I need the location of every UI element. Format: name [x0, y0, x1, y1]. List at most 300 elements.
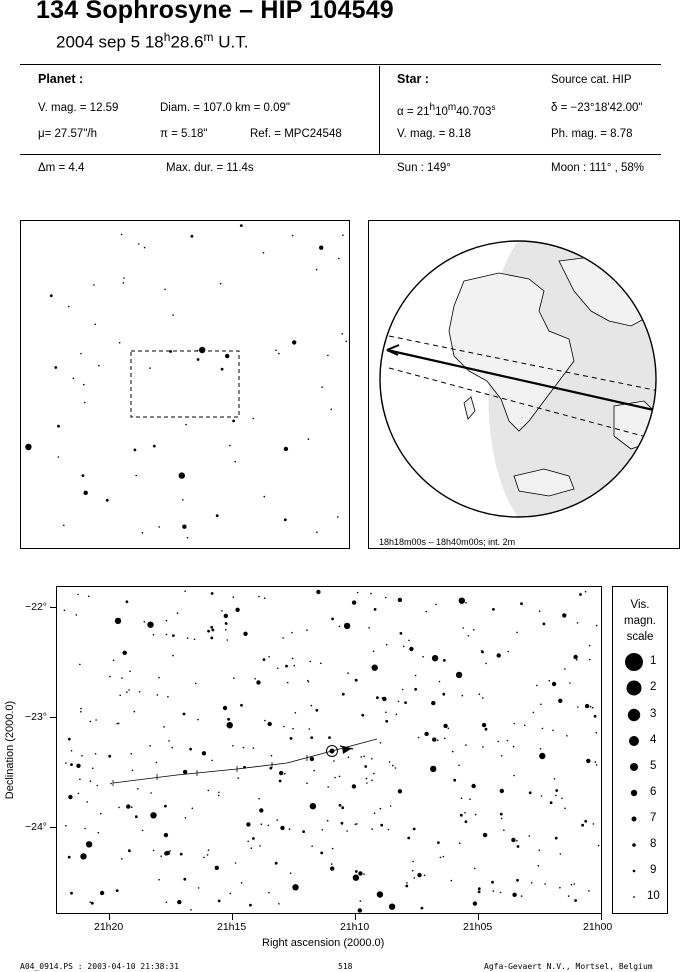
chart-star — [86, 841, 92, 847]
chart-star — [497, 653, 501, 657]
chart-star — [251, 847, 253, 849]
chart-star — [355, 824, 357, 826]
chart-star — [115, 618, 121, 624]
finder-star — [199, 347, 205, 353]
chart-star — [493, 890, 495, 892]
chart-star — [144, 621, 146, 623]
chart-star — [294, 665, 296, 667]
chart-star — [380, 742, 382, 744]
chart-star — [448, 728, 450, 730]
star-chart-field — [57, 587, 603, 915]
header-divider — [379, 66, 380, 154]
chart-star — [295, 712, 297, 714]
chart-star — [328, 736, 331, 739]
chart-star — [259, 845, 261, 847]
chart-star — [437, 739, 439, 741]
chart-star — [408, 640, 410, 642]
chart-star — [169, 850, 171, 852]
chart-star — [459, 598, 465, 604]
finder-star — [149, 367, 151, 369]
chart-star — [516, 840, 518, 842]
chart-star — [171, 747, 173, 749]
chart-star — [561, 798, 563, 800]
chart-star — [555, 795, 557, 797]
chart-star — [218, 795, 220, 797]
chart-star — [595, 761, 597, 763]
chart-star — [252, 837, 255, 840]
chart-star — [511, 838, 515, 842]
chart-star — [233, 677, 235, 679]
chart-star — [497, 741, 499, 743]
finder-star — [82, 474, 85, 477]
legend-dot-1 — [625, 653, 643, 671]
chart-star — [564, 808, 566, 810]
planet-reference: Ref. = MPC24548 — [250, 128, 342, 140]
chart-star — [166, 902, 168, 904]
legend-dot-9 — [633, 870, 636, 873]
chart-star — [153, 634, 155, 636]
chart-star — [473, 629, 475, 631]
magnitude-legend — [612, 586, 668, 914]
chart-star — [77, 594, 79, 596]
legend-dot-2 — [627, 681, 642, 696]
chart-star — [246, 822, 250, 826]
chart-star — [183, 878, 186, 881]
legend-label-10: 10 — [647, 890, 660, 902]
chart-star — [203, 857, 205, 859]
legend-label-7: 7 — [650, 812, 657, 824]
finder-star — [284, 518, 287, 521]
chart-star — [516, 879, 519, 882]
chart-star — [157, 694, 159, 696]
chart-star — [147, 622, 153, 628]
chart-star — [573, 655, 577, 659]
date-prefix: 2004 sep 5 18 — [56, 32, 164, 52]
chart-star — [464, 812, 466, 814]
chart-star — [225, 629, 227, 631]
chart-star — [109, 676, 111, 678]
finder-chart-panel — [20, 220, 350, 549]
chart-star — [586, 759, 590, 763]
chart-star — [339, 804, 342, 807]
globe-time-range: 18h18m00s – 18h40m00s; int. 2m — [379, 537, 516, 547]
chart-star — [235, 608, 239, 612]
chart-star — [577, 706, 579, 708]
chart-star — [554, 778, 556, 780]
asteroid-track — [113, 739, 377, 783]
alpha-hour-unit: h — [429, 102, 436, 113]
chart-star — [481, 650, 483, 652]
finder-star — [144, 247, 146, 249]
sun-elongation: Sun : 149° — [397, 162, 451, 174]
chart-star — [97, 785, 99, 787]
chart-star — [491, 881, 494, 884]
chart-star — [348, 756, 350, 758]
finder-star — [278, 353, 280, 355]
chart-star — [482, 746, 484, 748]
finder-star — [253, 418, 255, 420]
finder-star — [319, 246, 323, 250]
dec-tickmark — [50, 607, 56, 608]
chart-star — [373, 773, 375, 775]
chart-star — [126, 804, 130, 808]
chart-star — [513, 775, 515, 777]
chart-star — [443, 856, 445, 858]
chart-star — [166, 634, 168, 636]
chart-star — [215, 866, 219, 870]
chart-star — [78, 793, 80, 795]
chart-star — [190, 909, 192, 911]
chart-star — [126, 691, 128, 693]
chart-star — [210, 626, 213, 629]
date-suffix: U.T. — [213, 32, 249, 52]
chart-star — [194, 639, 196, 641]
finder-star — [225, 354, 229, 358]
chart-star — [461, 798, 463, 800]
chart-star — [279, 771, 283, 775]
chart-star — [177, 612, 179, 614]
finder-star — [221, 368, 224, 371]
chart-star — [413, 828, 416, 831]
chart-star — [68, 856, 71, 859]
chart-star — [121, 858, 123, 860]
ra-tickmark — [355, 914, 356, 920]
chart-star — [543, 623, 546, 626]
chart-star — [197, 719, 199, 721]
legend-dot-8 — [632, 843, 636, 847]
chart-star — [68, 738, 71, 741]
chart-star — [507, 740, 509, 742]
max-duration: Max. dur. = 11.4s — [166, 162, 254, 174]
chart-star — [91, 902, 94, 905]
chart-star — [95, 719, 97, 721]
chart-star — [113, 660, 115, 662]
finder-star — [197, 350, 199, 352]
finder-star — [185, 424, 187, 426]
date-minute-unit: m — [203, 30, 214, 44]
chart-star — [538, 865, 540, 867]
finder-star — [138, 243, 140, 245]
chart-star — [185, 817, 187, 819]
chart-star — [121, 677, 123, 679]
chart-star — [500, 813, 503, 816]
chart-star — [462, 627, 464, 629]
chart-star — [208, 849, 210, 851]
chart-star — [76, 764, 80, 768]
chart-star — [469, 798, 471, 800]
alpha-minute-unit: m — [447, 102, 457, 113]
chart-star — [116, 889, 119, 892]
chart-star — [474, 868, 476, 870]
footer-file-info: A04_0914.PS : 2003-04-10 21:38:31 — [20, 962, 179, 971]
chart-star — [465, 602, 467, 604]
chart-star — [444, 738, 446, 740]
finder-star — [292, 235, 294, 237]
chart-star — [418, 737, 420, 739]
finder-star — [263, 252, 265, 254]
chart-star — [398, 598, 402, 602]
chart-star — [237, 777, 239, 779]
chart-star — [412, 861, 414, 863]
chart-star — [468, 635, 470, 637]
chart-star — [479, 693, 481, 695]
chart-star — [212, 629, 215, 632]
legend-dots — [613, 587, 669, 915]
chart-star — [356, 823, 358, 825]
chart-star — [440, 857, 442, 859]
finder-star — [98, 365, 100, 367]
finder-star — [119, 342, 121, 344]
finder-star — [164, 289, 166, 291]
chart-star — [285, 665, 288, 668]
chart-star — [462, 695, 464, 697]
chart-star — [370, 593, 372, 595]
chart-star — [311, 845, 313, 847]
planet-parallax: π = 5.18" — [160, 128, 208, 140]
chart-star — [529, 791, 532, 794]
chart-star — [316, 590, 320, 594]
chart-star — [360, 756, 362, 758]
chart-star — [211, 760, 213, 762]
chart-star — [110, 783, 112, 785]
chart-star — [465, 744, 467, 746]
chart-star — [164, 805, 167, 808]
finder-starfield — [21, 221, 351, 550]
chart-star — [223, 706, 227, 710]
chart-star — [344, 623, 350, 629]
chart-star — [432, 737, 436, 741]
legend-title-line1: Vis. — [630, 599, 650, 611]
chart-star — [254, 678, 256, 680]
chart-star — [183, 713, 186, 716]
chart-star — [439, 681, 441, 683]
chart-star — [195, 683, 197, 685]
star-right-ascension — [397, 102, 495, 118]
chart-star — [407, 837, 410, 840]
chart-star — [89, 901, 91, 903]
chart-star — [92, 768, 94, 770]
chart-star — [482, 697, 484, 699]
chart-star — [574, 899, 577, 902]
chart-star — [539, 610, 541, 612]
chart-star — [313, 770, 315, 772]
chart-star — [585, 591, 587, 593]
chart-star — [332, 848, 334, 850]
chart-star — [79, 779, 81, 781]
legend-label-9: 9 — [650, 864, 657, 876]
chart-star — [539, 753, 545, 759]
chart-star — [168, 740, 170, 742]
target-star — [330, 749, 335, 754]
chart-star — [432, 655, 438, 661]
chart-star — [167, 696, 169, 698]
chart-star — [347, 672, 349, 674]
chart-star — [478, 890, 481, 893]
star-source-catalog: Source cat. HIP — [551, 74, 632, 86]
chart-star — [483, 833, 487, 837]
chart-star — [402, 689, 404, 691]
chart-star — [291, 632, 293, 634]
chart-star — [552, 730, 554, 732]
chart-star — [331, 618, 334, 621]
chart-star — [118, 807, 120, 809]
finder-star — [54, 366, 57, 369]
chart-star — [275, 862, 278, 865]
chart-star — [388, 829, 390, 831]
chart-star — [512, 893, 516, 897]
chart-star — [501, 755, 503, 757]
chart-star — [218, 900, 221, 903]
chart-star — [224, 614, 228, 618]
chart-star — [501, 818, 503, 820]
chart-star — [208, 790, 210, 792]
chart-star — [443, 724, 447, 728]
chart-star — [443, 659, 446, 662]
legend-label-2: 2 — [650, 681, 657, 693]
chart-star — [577, 622, 579, 624]
chart-star — [400, 632, 403, 635]
chart-star — [90, 780, 92, 782]
chart-star — [128, 689, 130, 691]
chart-star — [135, 815, 138, 818]
chart-star — [555, 789, 558, 792]
ra-tickmark — [232, 914, 233, 920]
chart-star — [164, 851, 168, 855]
chart-star — [465, 820, 468, 823]
alpha-prefix: α = 21 — [397, 105, 430, 118]
chart-star — [259, 808, 263, 812]
chart-star — [339, 776, 341, 778]
dec-tickmark — [50, 827, 56, 828]
page-title: 134 Sophrosyne – HIP 104549 — [36, 0, 394, 24]
chart-star — [517, 845, 520, 848]
finder-star — [182, 499, 184, 501]
chart-star — [202, 751, 206, 755]
chart-star — [363, 873, 365, 875]
chart-star — [574, 883, 576, 885]
chart-star — [172, 655, 174, 657]
chart-star — [292, 884, 298, 890]
finder-star — [121, 234, 123, 236]
star-chart-panel — [56, 586, 602, 914]
date-minutes: 28.6 — [170, 32, 204, 52]
chart-star — [280, 826, 284, 830]
chart-star — [389, 761, 391, 763]
chart-star — [119, 695, 121, 697]
chart-star — [376, 696, 379, 699]
chart-star — [594, 715, 597, 718]
chart-star — [320, 663, 322, 665]
chart-star — [435, 604, 437, 606]
dec-tick-23: −23° — [25, 711, 48, 723]
chart-star — [287, 682, 289, 684]
finder-star — [80, 353, 82, 355]
finder-field-box — [131, 351, 239, 417]
chart-star — [372, 665, 378, 671]
chart-star — [596, 764, 598, 766]
chart-star — [172, 634, 175, 637]
chart-star — [507, 651, 509, 653]
legend-dot-6 — [631, 790, 637, 796]
chart-star — [284, 773, 286, 775]
chart-star — [283, 726, 285, 728]
chart-star — [452, 751, 454, 753]
chart-star — [559, 887, 561, 889]
chart-star — [421, 907, 424, 910]
chart-star — [360, 900, 362, 902]
ra-tick-2110: 21h10 — [340, 921, 370, 933]
chart-star — [460, 814, 463, 817]
chart-star — [544, 883, 546, 885]
finder-star — [142, 532, 144, 534]
chart-star — [80, 708, 82, 710]
finder-star — [73, 378, 75, 380]
chart-star — [390, 805, 392, 807]
ra-tick-2120: 21h20 — [94, 921, 124, 933]
chart-star — [79, 664, 81, 666]
chart-star — [130, 753, 132, 755]
ra-axis-label: Right ascension (2000.0) — [262, 937, 385, 949]
date-hour-unit: h — [163, 30, 171, 44]
finder-star — [123, 277, 125, 279]
chart-star — [290, 737, 293, 740]
legend-title-line3: scale — [626, 631, 654, 643]
chart-star — [71, 750, 73, 752]
finder-star — [275, 350, 277, 352]
star-vmag: V. mag. = 8.18 — [397, 128, 472, 140]
chart-star — [307, 680, 309, 682]
chart-star — [98, 832, 100, 834]
chart-star — [516, 632, 518, 634]
legend-dot-4 — [629, 736, 639, 746]
moon-info: Moon : 111° , 58% — [551, 162, 645, 174]
magnitude-drop: Δm = 4.4 — [38, 162, 85, 174]
chart-star — [593, 823, 595, 825]
chart-star — [542, 728, 544, 730]
chart-star — [268, 722, 272, 726]
chart-star — [568, 895, 570, 897]
dec-tickmark — [50, 717, 56, 718]
chart-star — [437, 841, 440, 844]
chart-star — [271, 755, 273, 757]
chart-star — [330, 866, 334, 870]
legend-label-5: 5 — [650, 760, 657, 772]
chart-star — [150, 812, 156, 818]
chart-star — [70, 892, 73, 895]
chart-star — [64, 610, 66, 612]
finder-star — [123, 282, 125, 284]
chart-star — [320, 852, 323, 855]
chart-star — [292, 728, 294, 730]
chart-star — [137, 788, 139, 790]
chart-star — [592, 707, 594, 709]
legend-dot-5 — [630, 763, 638, 771]
chart-star — [211, 592, 214, 595]
chart-star — [80, 711, 82, 713]
chart-star — [81, 755, 83, 757]
chart-star — [225, 622, 228, 625]
finder-star — [172, 314, 174, 316]
finder-star — [63, 525, 65, 527]
chart-star — [333, 760, 335, 762]
star-heading: Star : — [397, 72, 429, 86]
finder-star — [240, 224, 243, 227]
finder-star — [341, 333, 343, 335]
chart-star — [207, 854, 209, 856]
chart-star — [227, 718, 230, 721]
finder-star — [84, 491, 88, 495]
chart-star — [442, 693, 445, 696]
